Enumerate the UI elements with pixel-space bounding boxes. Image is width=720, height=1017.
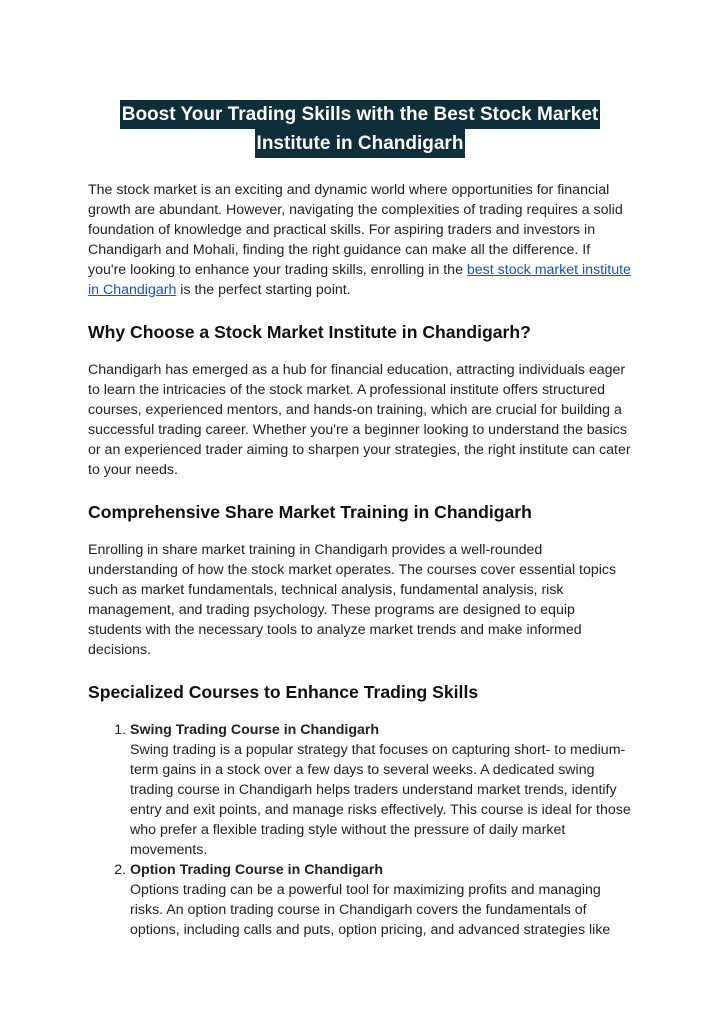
title-line-2: Institute in Chandigarh — [255, 129, 466, 158]
course-text-swing-trading: Swing trading is a popular strategy that focuses on capturing short- to medium-term gains in a stock over a few days to several weeks. A dedicated swing trading course in Chandigarh helps traders understand market trends, identify entry and exit points, and manage risks effectively. This course is ideal for those who prefer a flexible trading style without the pressure of daily market movements. — [130, 742, 631, 858]
course-text-option-trading: Options trading can be a powerful tool for maximizing profits and managing risks. An option trading course in Chandigarh covers the fundamentals of options, including calls and puts, option pricing, and advanced strategies like — [130, 882, 611, 938]
course-list — [88, 720, 632, 940]
section-heading-share-market-training: Comprehensive Share Market Training in Chandigarh — [88, 502, 532, 522]
intro-text-before-link: The stock market is an exciting and dynamic world where opportunities for financial growth are abundant. However, navigating the complexities of trading requires a solid foundation of knowledge and practical skills. For aspiring traders and investors in Chandigarh and Mohali, finding the right guidance can make all the difference. If you're looking to enhance your trading skills, enrolling in the — [88, 182, 623, 278]
intro-paragraph — [88, 180, 632, 300]
document-title — [88, 100, 632, 158]
list-item — [130, 720, 632, 860]
section-heading-why-choose: Why Choose a Stock Market Institute in Chandigarh? — [88, 322, 531, 342]
section-body-share-market-training: Enrolling in share market training in Chandigarh provides a well-rounded understanding of how the stock market operates. The courses cover essential topics such as market fundamentals, technical analysis, fundamental analysis, risk management, and trading psychology. These programs are designed to equip students with the necessary tools to analyze market trends and make informed decisions. — [88, 542, 617, 658]
title-line-1: Boost Your Trading Skills with the Best Stock Market — [120, 100, 601, 129]
intro-text-after-link: is the perfect starting point. — [176, 282, 351, 298]
course-title-option-trading: 2. Option Trading Course in Chandigarh — [130, 862, 384, 878]
course-title-swing-trading: 1. Swing Trading Course in Chandigarh — [130, 722, 380, 738]
institute-link[interactable]: best stock market institute in Chandigarh — [88, 262, 631, 298]
list-item — [130, 860, 632, 940]
section-body-why-choose: Chandigarh has emerged as a hub for financial education, attracting individuals eager to learn the intricacies of the stock market. A professional institute offers structured courses, experienced mentors, and hands-on training, which are crucial for building a successful trading career. Whether you're a beginner looking to understand the basics or an experienced trader aiming to sharpen your strategies, the right institute can cater to your needs. — [88, 362, 631, 478]
section-heading-specialized-courses: Specialized Courses to Enhance Trading Skills — [88, 682, 479, 702]
